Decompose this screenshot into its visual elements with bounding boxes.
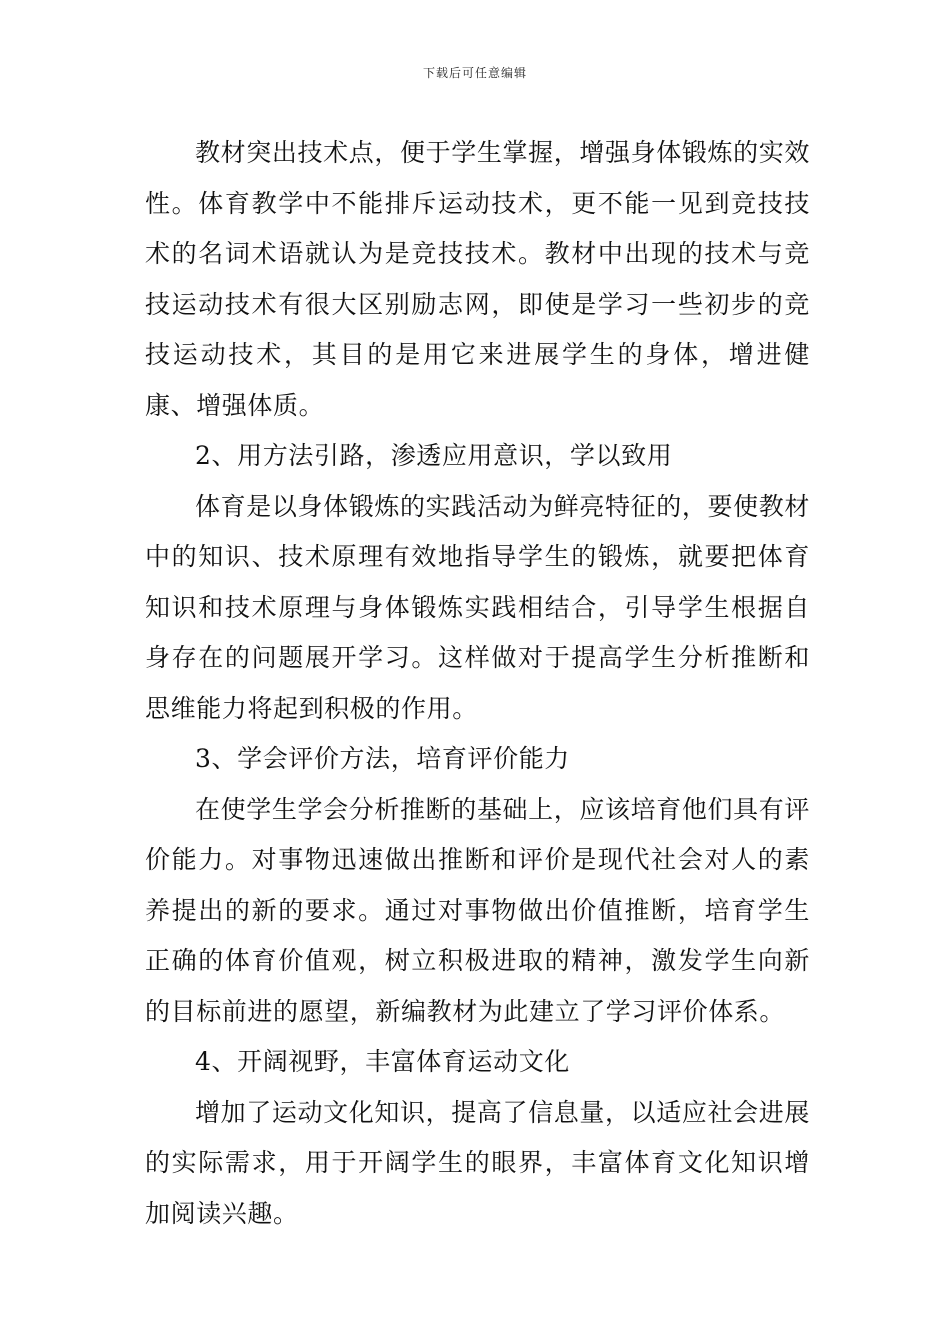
paragraph-practice: 体育是以身体锻炼的实践活动为鲜亮特征的，要使教材中的知识、技术原理有效地指导学生的锻炼，就要把体育知识和技术原理与身体锻炼实践相结合，引导学生根据自身存在的问题展开学习。这样做对于提高学生分析推断和思维能力将起到积极的作用。	[145, 491, 810, 723]
heading-vision: 4、开阔视野，丰富体育运动文化	[195, 1047, 570, 1076]
heading-method-guidance: 2、用方法引路，渗透应用意识，学以致用	[195, 441, 673, 470]
paragraph-culture: 增加了运动文化知识，提高了信息量，以适应社会进展的实际需求，用于开阔学生的眼界，丰富体育文化知识增加阅读兴趣。	[145, 1097, 810, 1228]
document-body	[145, 128, 810, 1239]
paragraph-technique: 教材突出技术点，便于学生掌握，增强身体锻炼的实效性。体育教学中不能排斥运动技术，更不能一见到竞技技术的名词术语就认为是竞技技术。教材中出现的技术与竞技运动技术有很大区别励志网，即使是学习一些初步的竞技运动技术，其目的是用它来进展学生的身体，增进健康、增强体质。	[145, 138, 810, 420]
heading-evaluation: 3、学会评价方法，培育评价能力	[195, 744, 570, 773]
paragraph-evaluation: 在使学生学会分析推断的基础上，应该培育他们具有评价能力。对事物迅速做出推断和评价是现代社会对人的素养提出的新的要求。通过对事物做出价值推断，培育学生正确的体育价值观，树立积极进取的精神，激发学生向新的目标前进的愿望，新编教材为此建立了学习评价体系。	[145, 794, 810, 1026]
header-note: 下载后可任意编辑	[422, 66, 527, 80]
